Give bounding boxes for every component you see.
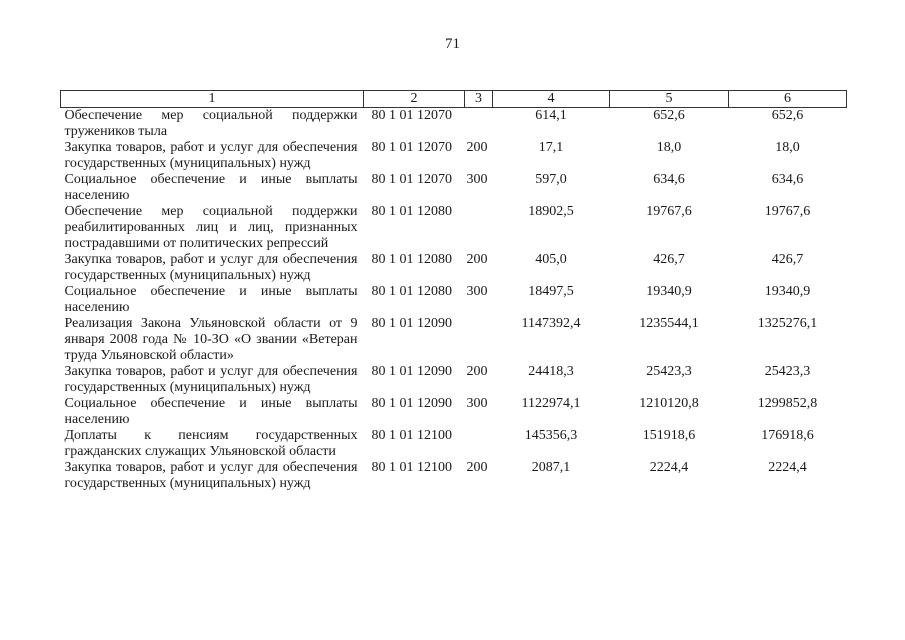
row-value-1: 17,1 [538, 140, 564, 155]
header-col-3: 3 [465, 91, 493, 108]
table-row [61, 172, 847, 204]
header-col-6: 6 [729, 91, 847, 108]
row-value-1: 18902,5 [528, 204, 574, 219]
row-value-3: 18,0 [775, 140, 800, 155]
row-code: 80 1 01 12090 [371, 316, 452, 331]
row-type: 300 [466, 284, 488, 299]
table-row [61, 252, 847, 284]
table-row [61, 108, 847, 141]
row-type: 200 [466, 140, 488, 155]
row-code: 80 1 01 12090 [371, 396, 452, 411]
row-value-3: 19767,6 [764, 204, 811, 219]
row-value-1: 24418,3 [528, 364, 574, 379]
row-value-1: 145356,3 [524, 428, 578, 443]
row-name: Социальное обеспечение и иные выплаты населению [64, 172, 358, 203]
row-value-1: 614,1 [535, 108, 567, 123]
row-code: 80 1 01 12080 [371, 204, 452, 219]
row-name: Реализация Закона Ульяновской области от 9 января 2008 года № 10-ЗО «О звании «Ветеран труда Ульяновской области» [64, 316, 358, 363]
row-value-3: 1325276,1 [757, 316, 818, 331]
row-code: 80 1 01 12070 [371, 172, 452, 187]
row-value-1: 2087,1 [531, 460, 571, 475]
row-name: Закупка товаров, работ и услуг для обеспечения государственных (муниципальных) нужд [64, 252, 358, 283]
row-value-2: 18,0 [656, 140, 682, 155]
row-value-1: 1122974,1 [521, 396, 581, 411]
row-value-2: 1235544,1 [639, 316, 699, 331]
row-value-1: 1147392,4 [521, 316, 581, 331]
table-row [61, 396, 847, 428]
row-code: 80 1 01 12070 [371, 140, 452, 155]
row-value-3: 1299852,8 [757, 396, 818, 411]
row-value-3: 2224,4 [768, 460, 807, 475]
row-value-2: 25423,3 [646, 364, 692, 379]
row-value-2: 1210120,8 [639, 396, 699, 411]
row-type: 200 [466, 460, 488, 475]
row-value-3: 19340,9 [764, 284, 811, 299]
budget-table [60, 90, 847, 492]
table-row [61, 316, 847, 364]
table-row [61, 364, 847, 396]
row-name: Доплаты к пенсиям государственных гражданских служащих Ульяновской области [64, 428, 358, 459]
header-col-1: 1 [61, 91, 364, 108]
row-type [465, 428, 493, 460]
header-col-4: 4 [493, 91, 610, 108]
row-name: Закупка товаров, работ и услуг для обеспечения государственных (муниципальных) нужд [64, 460, 358, 491]
row-code: 80 1 01 12080 [371, 252, 452, 267]
table-row [61, 284, 847, 316]
header-row [61, 91, 847, 108]
header-col-2: 2 [364, 91, 465, 108]
row-value-3: 25423,3 [764, 364, 811, 379]
row-value-3: 652,6 [771, 108, 804, 123]
row-type [465, 108, 493, 141]
row-name: Закупка товаров, работ и услуг для обеспечения государственных (муниципальных) нужд [64, 140, 358, 171]
row-code: 80 1 01 12080 [371, 284, 452, 299]
table-body [61, 108, 847, 493]
row-code: 80 1 01 12070 [371, 108, 452, 123]
row-type: 200 [466, 364, 488, 379]
row-value-2: 652,6 [653, 108, 685, 123]
row-value-3: 176918,6 [761, 428, 814, 443]
row-name: Закупка товаров, работ и услуг для обеспечения государственных (муниципальных) нужд [64, 364, 358, 395]
row-type [465, 204, 493, 252]
row-value-1: 18497,5 [528, 284, 574, 299]
row-value-1: 597,0 [535, 172, 567, 187]
row-value-3: 634,6 [771, 172, 804, 187]
row-value-2: 151918,6 [642, 428, 696, 443]
row-type: 300 [466, 396, 488, 411]
row-name: Социальное обеспечение и иные выплаты населению [64, 396, 358, 427]
table-header [61, 91, 847, 108]
row-type: 200 [466, 252, 488, 267]
row-name: Обеспечение мер социальной поддержки тружеников тыла [64, 108, 358, 139]
header-col-5: 5 [610, 91, 729, 108]
row-value-2: 19340,9 [646, 284, 692, 299]
row-name: Социальное обеспечение и иные выплаты населению [64, 284, 358, 315]
table-row [61, 140, 847, 172]
row-type: 300 [466, 172, 488, 187]
row-value-1: 405,0 [535, 252, 567, 267]
row-value-2: 426,7 [653, 252, 685, 267]
row-value-2: 634,6 [653, 172, 685, 187]
table-row [61, 428, 847, 460]
table-row [61, 460, 847, 492]
row-value-2: 2224,4 [649, 460, 689, 475]
row-name: Обеспечение мер социальной поддержки реабилитированных лиц и лиц, признанных пострадавшими от политических репрессий [64, 204, 358, 251]
row-type [465, 316, 493, 364]
page-number: 71 [445, 36, 460, 52]
row-code: 80 1 01 12100 [371, 428, 452, 443]
row-value-2: 19767,6 [646, 204, 692, 219]
row-code: 80 1 01 12090 [371, 364, 452, 379]
row-code: 80 1 01 12100 [371, 460, 452, 475]
row-value-3: 426,7 [771, 252, 804, 267]
table-row [61, 204, 847, 252]
